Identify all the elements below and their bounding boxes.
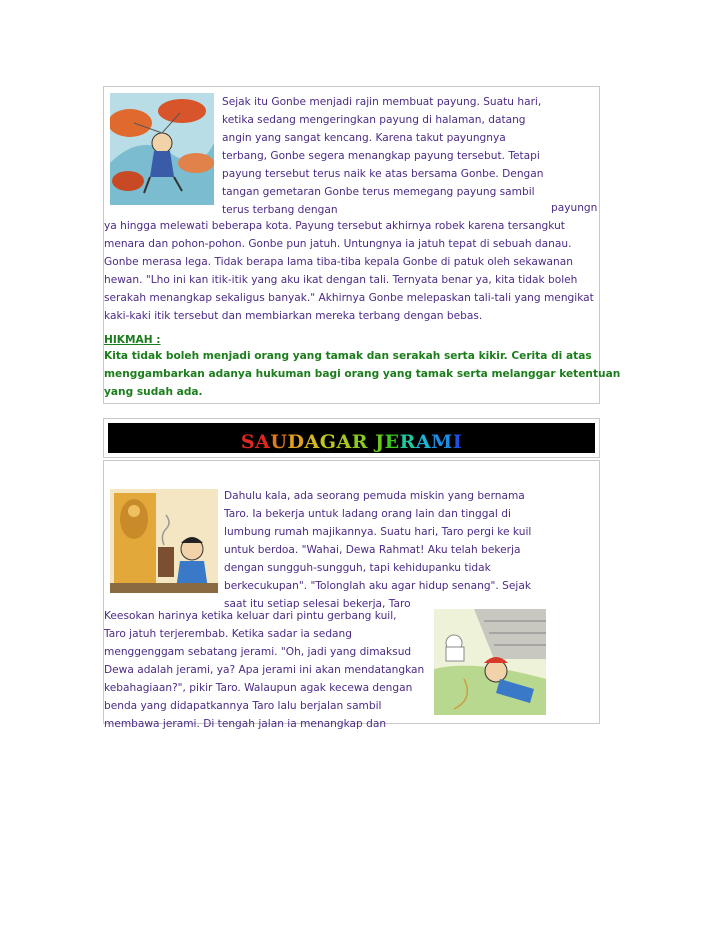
title-letter: J	[375, 431, 385, 453]
hikmah-label: HIKMAH :	[104, 334, 161, 346]
text-line: berkecukupan". "Tolonglah aku agar hidup senang". Sejak	[224, 580, 531, 592]
title-letter: I	[452, 431, 463, 453]
text-line: hewan. "Lho ini kan itik-itik yang aku ikat dengan tali. Ternyata benar ya, kita tidak boleh	[104, 274, 578, 286]
title-letter: D	[287, 431, 305, 453]
text-line-tail: payungn	[551, 202, 598, 214]
text-line: Taro jatuh terjerembab. Ketika sadar ia sedang	[104, 628, 352, 640]
text-line: tangan gemetaran Gonbe terus memegang payung sambil	[222, 186, 535, 198]
text-line: saat itu setiap selesai bekerja, Taro	[224, 598, 411, 610]
pic3	[434, 609, 546, 715]
text-line: payung tersebut terus naik ke atas bersama Gonbe. Dengan	[222, 168, 544, 180]
title-letter: U	[270, 431, 288, 453]
text-line: Gonbe merasa lega. Tidak berapa lama tiba-tiba kepala Gonbe di patuk oleh sekawanan	[104, 256, 573, 268]
story2-box	[103, 460, 600, 730]
title-letter: R	[351, 431, 368, 453]
text-line: untuk berdoa. "Wahai, Dewa Rahmat! Aku telah bekerja	[224, 544, 521, 556]
text-line: Taro. Ia bekerja untuk ladang orang lain dan tinggal di	[224, 508, 511, 520]
title-letter: A	[415, 431, 432, 453]
title-letter: A	[255, 431, 271, 453]
text-line: kaki-kaki itik tersebut dan membiarkan mereka terbang dengan bebas.	[104, 310, 483, 322]
boy-praying-icon	[110, 489, 218, 593]
text-line: menara dan pohon-pohon. Gonbe pun jatuh. Untungnya ia jatuh tepat di sebuah danau.	[104, 238, 572, 250]
text-line: ketika sedang mengeringkan payung di halaman, datang	[222, 114, 526, 126]
text-line: Keesokan harinya ketika keluar dari pintu gerbang kuil,	[104, 610, 397, 622]
hikmah-line: Kita tidak boleh menjadi orang yang tamak dan serakah serta kikir. Cerita di atas	[104, 350, 592, 362]
boy-umbrella-icon	[110, 93, 214, 205]
text-line: terus terbang dengan	[222, 204, 338, 216]
title-bar	[108, 423, 595, 453]
text-line: Dewa adalah jerami, ya? Apa jerami ini akan mendatangkan	[104, 664, 425, 676]
text-line: benda yang didapatkannya Taro lalu berjalan sambil	[104, 700, 382, 712]
hikmah-line: menggambarkan adanya hukuman bagi orang yang tamak serta melanggar ketentuan	[104, 368, 621, 380]
pic2	[110, 489, 218, 593]
text-line: serakah menangkap sekaligus banyak." Akhirnya Gonbe melepaskan tali-tali yang mengikat	[104, 292, 594, 304]
hikmah-line: yang sudah ada.	[104, 386, 203, 398]
title-letter: R	[399, 431, 416, 453]
title-letter: A	[336, 431, 352, 453]
text-line: ya hingga melewati beberapa kota. Payung tersebut akhirnya robek karena tersangkut	[104, 220, 565, 232]
title-letter: S	[240, 431, 256, 453]
text-line: angin yang sangat kencang. Karena takut payungnya	[222, 132, 506, 144]
text-line: lumbung rumah majikannya. Suatu hari, Taro pergi ke kuil	[224, 526, 532, 538]
text-line: menggenggam sebatang jerami. "Oh, jadi yang dimaksud	[104, 646, 412, 658]
title-letter: A	[304, 431, 320, 453]
title-letter: M	[431, 431, 453, 453]
boy-fallen-icon	[434, 609, 546, 715]
title-letter: E	[384, 431, 400, 453]
text-line: Dahulu kala, ada seorang pemuda miskin yang bernama	[224, 490, 525, 502]
pic1	[110, 93, 214, 205]
text-line: kebahagiaan?", pikir Taro. Walaupun agak kecewa dengan	[104, 682, 413, 694]
text-line: Sejak itu Gonbe menjadi rajin membuat payung. Suatu hari,	[222, 96, 542, 108]
text-line: membawa jerami. Di tengah jalan ia menangkap dan	[104, 718, 387, 730]
title-letter: G	[319, 431, 337, 453]
text-line: dengan sungguh-sungguh, tapi kehidupanku tidak	[224, 562, 491, 574]
text-line: terbang, Gonbe segera menangkap payung tersebut. Tetapi	[222, 150, 540, 162]
story1-box	[103, 86, 621, 404]
story2-title	[108, 431, 595, 453]
story2-title-box	[103, 418, 600, 458]
